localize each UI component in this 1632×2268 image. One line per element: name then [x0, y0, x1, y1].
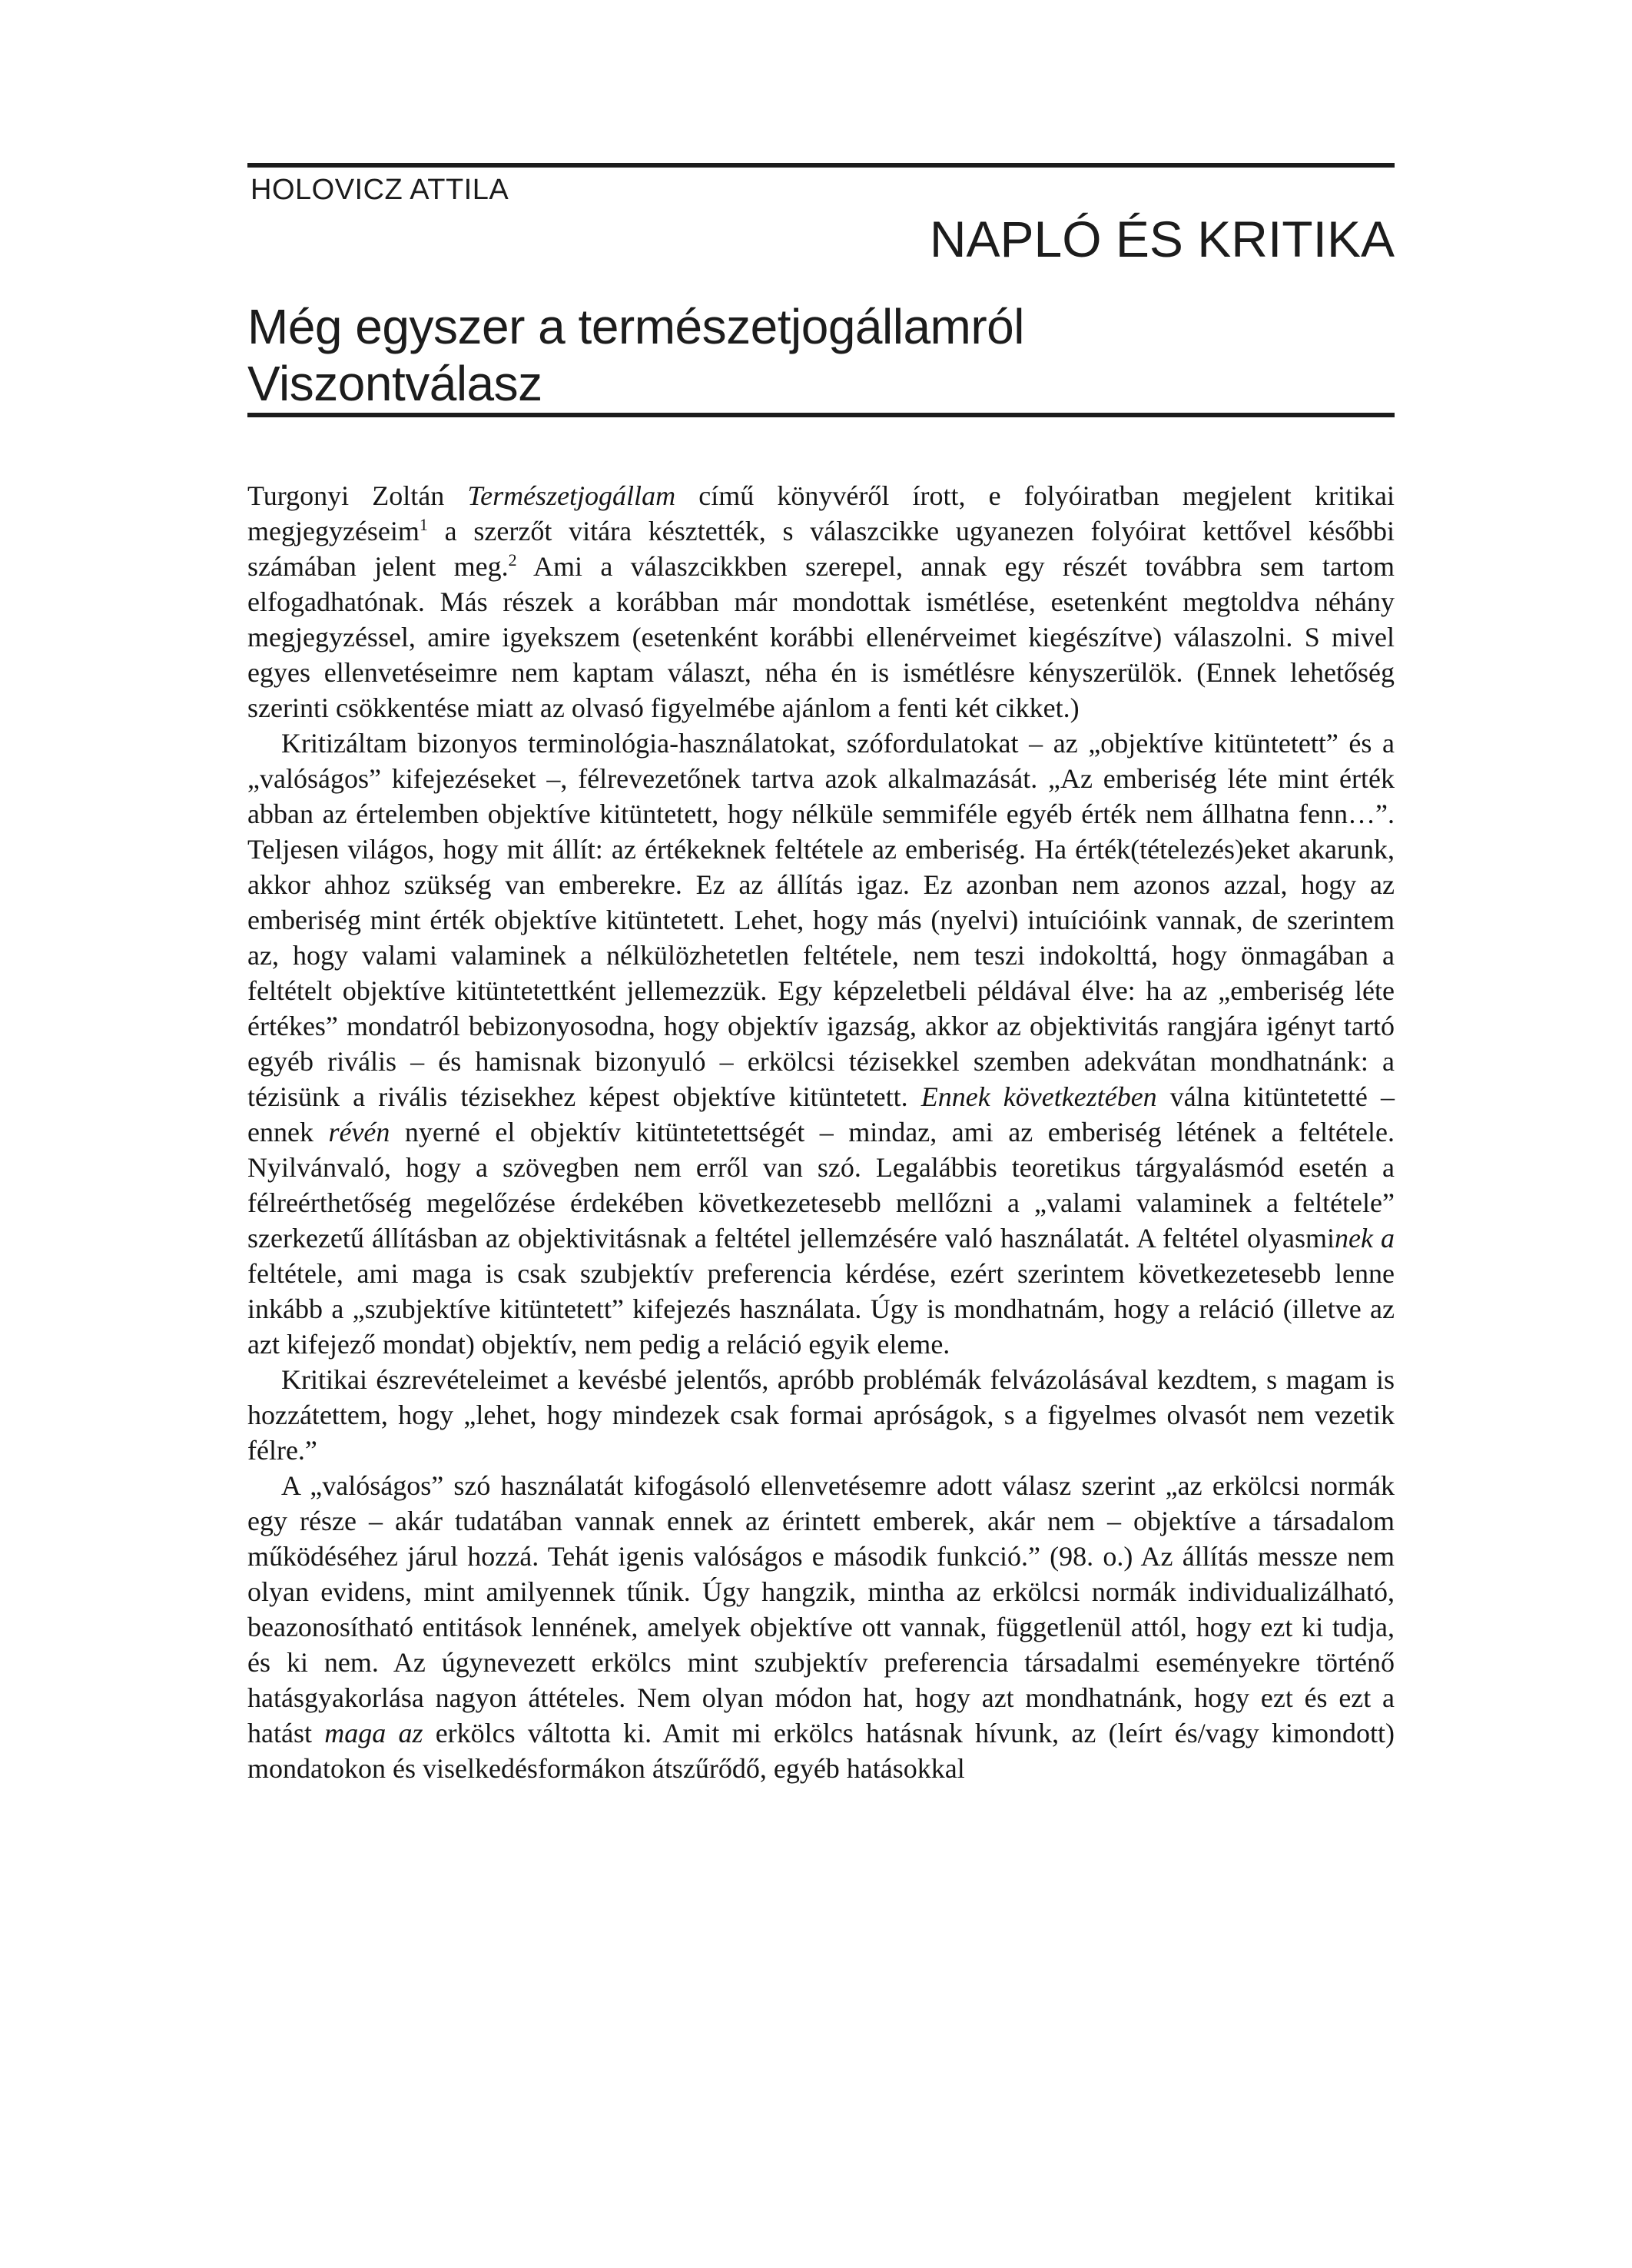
italic-text: nek a: [1334, 1223, 1395, 1254]
body-text-run: A „valóságos” szó használatát kifogásoló ellenvetésemre adott válasz szerint „az erkölcsi normák egy része – akár tudatában vannak ennek az érintett emberek, akár nem – objektíve a társadalom működéséhez járul hozzá. Tehát igenis valóságos e második funkció.” (98. o.) Az állítás messze nem olyan evidens, mint amilyennek tűnik. Úgy hangzik, mintha az erkölcsi normák individualizálható, beazonosítható entitások lennének, amelyek objektíve ott vannak, függetlenül attól, hogy ezt ki tudja, és ki nem. Az úgynevezett erkölcs mint szubjektív preferencia társadalmi eseményekre történő hatásgyakorlása nagyon áttételes. Nem olyan módon hat, hogy azt mondhatnánk, hogy ezt és ezt a hatást: [247, 1470, 1395, 1748]
article-body: [247, 478, 1395, 1786]
paragraph: [247, 1362, 1395, 1468]
italic-text: Természetjogállam: [467, 480, 676, 511]
paragraph: [247, 1468, 1395, 1786]
footnote-marker: 1: [419, 515, 428, 534]
title-rule: [247, 413, 1395, 417]
body-text-run: a szerzőt vitára késztették, s válaszcikke ugyanezen folyóirat kettővel későbbi számában jelent meg.: [247, 516, 1395, 582]
body-text-run: Ami a válaszcikkben szerepel, annak egy részét továbbra sem tartom elfogadhatónak. Más részek a korábban már mondottak ismétlése, esetenként megtoldva néhány megjegyzéssel, amire igyekszem (esetenként korábbi ellenérveimet kiegészítve) válaszolni. S mivel egyes ellenvetéseimre nem kaptam választ, néha én is ismétlésre kényszerülök. (Ennek lehetőség szerinti csökkentése miatt az olvasó figyelmébe ajánlom a fenti két cikket.): [247, 551, 1395, 723]
section-heading: NAPLÓ ÉS KRITIKA: [929, 211, 1395, 267]
body-text-run: Turgonyi Zoltán: [247, 480, 468, 511]
italic-text: Ennek következtében: [920, 1081, 1157, 1112]
body-text-run: című könyvéről írott, e folyóiratban megjelent kritikai megjegyzéseim: [247, 480, 1395, 546]
body-text-run: erkölcs váltotta ki. Amit mi erkölcs hatásnak hívunk, az (leírt és/vagy kimondott) mondatokon és viselkedésformákon átszűrődő, egyéb hatásokkal: [247, 1718, 1395, 1784]
paragraph: [247, 726, 1395, 1362]
header-rule: [247, 163, 1395, 168]
body-text-run: válna kitüntetetté – ennek: [247, 1081, 1395, 1147]
article-title-line1: Még egyszer a természetjogállamról: [247, 299, 1024, 354]
paragraph: [247, 478, 1395, 726]
body-text-run: Kritikai észrevételeimet a kevésbé jelentős, apróbb problémák felvázolásával kezdtem, s magam is hozzátettem, hogy „lehet, hogy mindezek csak formai apróságok, s a figyelmes olvasót nem vezetik félre.”: [247, 1364, 1395, 1466]
italic-text: révén: [328, 1117, 390, 1147]
body-text-run: nyerné el objektív kitüntetettségét – mindaz, ami az emberiség létének a feltétele. Nyilvánvaló, hogy a szövegben nem erről van szó. Legalábbis teoretikus tárgyalásmód esetén a félreérthetőség megelőzése érdekében következetesebb mellőzni a „valami valaminek a feltétele” szerkezetű állításban az objektivitásnak a feltétel jellemzésére való használatát. A feltétel olyasmi: [247, 1117, 1395, 1254]
article-title: [247, 298, 1024, 412]
footnote-marker: 2: [508, 550, 517, 569]
body-text-run: feltétele, ami maga is csak szubjektív preferencia kérdése, ezért szerintem következetesebb lenne inkább a „szubjektíve kitüntetett” kifejezés használata. Úgy is mondhatnám, hogy a reláció (illetve az azt kifejező mondat) objektív, nem pedig a reláció egyik eleme.: [247, 1258, 1395, 1360]
italic-text: maga az: [324, 1718, 423, 1748]
author-name: HOLOVICZ ATTILA: [250, 174, 509, 206]
body-text-run: Kritizáltam bizonyos terminológia-használatokat, szófordulatokat – az „objektíve kitüntetett” és a „valóságos” kifejezéseket –, félrevezetőnek tartva azok alkalmazását. „Az emberiség léte mint érték abban az értelemben objektíve kitüntetett, hogy nélküle semmiféle egyéb érték nem állhatna fenn…”. Teljesen világos, hogy mit állít: az értékeknek feltétele az emberiség. Ha érték(tételezés)eket akarunk, akkor ahhoz szükség van emberekre. Ez az állítás igaz. Ez azonban nem azonos azzal, hogy az emberiség mint érték objektíve kitüntetett. Lehet, hogy más (nyelvi) intuícióink vannak, de szerintem az, hogy valami valaminek a nélkülözhetetlen feltétele, nem teszi indokolttá, hogy önmagában a feltételt objektíve kitüntetettként jellemezzük. Egy képzeletbeli példával élve: ha az „emberiség léte értékes” mondatról bebizonyosodna, hogy objektív igazság, akkor az objektivitás rangjára igényt tartó egyéb rivális – és hamisnak bizonyuló – erkölcsi tézisekkel szemben adekvátan mondhatnánk: a tézisünk a rivális tézisekhez képest objektíve kitüntetett.: [247, 728, 1395, 1112]
article-title-line2: Viszontválasz: [247, 356, 542, 411]
